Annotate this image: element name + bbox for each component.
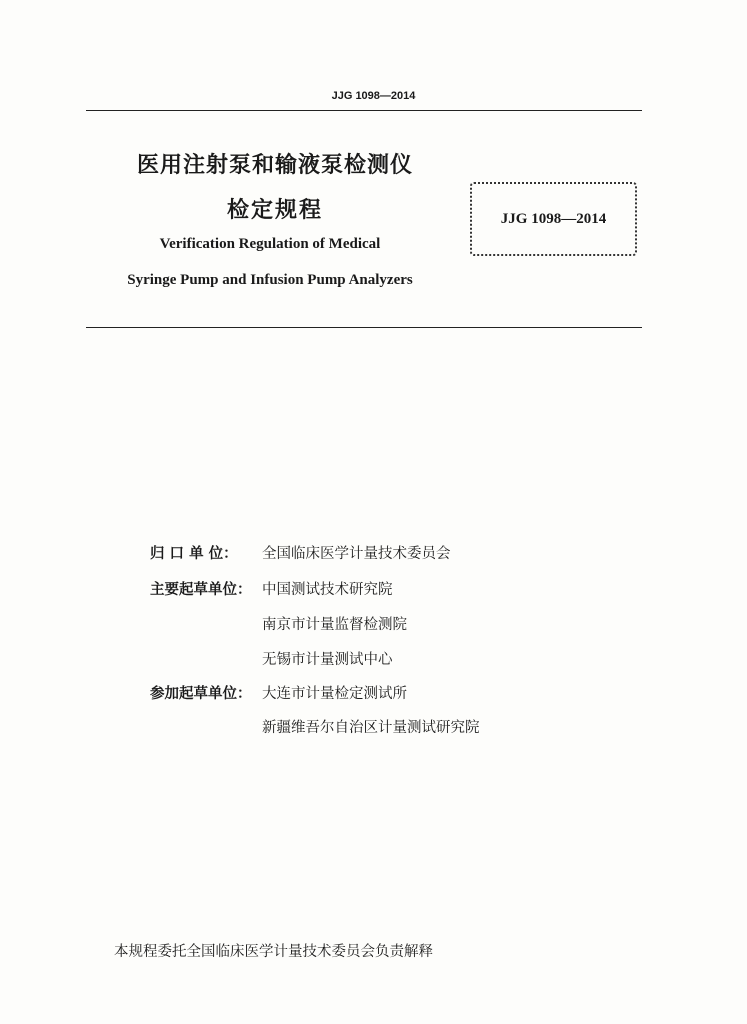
unit-value: 无锡市计量测试中心 — [262, 652, 393, 668]
top-divider — [86, 110, 642, 111]
header-standard-code: JJG 1098—2014 — [331, 90, 416, 102]
unit-value: 中国测试技术研究院 — [262, 582, 393, 598]
unit-value: 全国临床医学计量技术委员会 — [262, 546, 451, 562]
middle-divider — [86, 327, 642, 328]
unit-row — [150, 613, 407, 634]
unit-label — [150, 716, 262, 737]
unit-row — [150, 716, 480, 737]
title-chinese-line2: 检定规程 — [226, 198, 323, 223]
title-english-line1: Verification Regulation of Medical — [159, 236, 381, 252]
unit-value: 新疆维吾尔自治区计量测试研究院 — [262, 720, 480, 736]
title-chinese-line1: 医用注射泵和输液泵检测仪 — [136, 153, 413, 178]
unit-label: 参加起草单位： — [150, 686, 252, 702]
unit-value: 大连市计量检定测试所 — [262, 686, 407, 702]
unit-label: 主要起草单位： — [150, 582, 252, 598]
unit-label — [150, 613, 262, 634]
unit-value: 南京市计量监督检测院 — [262, 617, 407, 633]
unit-row — [150, 648, 393, 669]
standard-code-text: JJG 1098—2014 — [500, 210, 607, 227]
unit-label: 归 口 单 位： — [150, 546, 238, 562]
unit-label — [150, 648, 262, 669]
title-english-line2: Syringe Pump and Infusion Pump Analyzers — [127, 272, 413, 288]
unit-row — [150, 578, 393, 599]
unit-row — [150, 682, 407, 703]
unit-row — [150, 542, 451, 563]
standard-code-box — [470, 182, 637, 256]
footer-note: 本规程委托全国临床医学计量技术委员会负责解释 — [114, 944, 433, 960]
